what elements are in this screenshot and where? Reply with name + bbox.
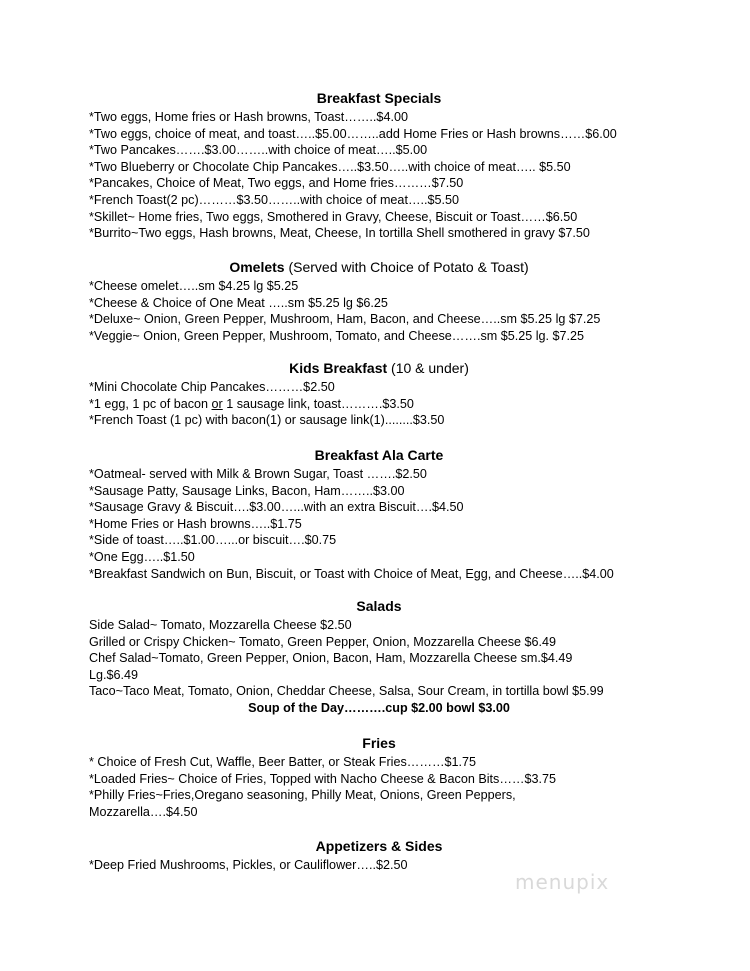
menu-item: Chef Salad~Tomato, Green Pepper, Onion, Bacon, Ham, Mozzarella Cheese sm.$4.49 — [89, 651, 573, 666]
menu-item: *Oatmeal- served with Milk & Brown Sugar, Toast …….$2.50 — [89, 467, 427, 481]
section-fries — [89, 734, 669, 820]
section-breakfast-specials — [89, 89, 669, 242]
menu-item: *Mini Chocolate Chip Pancakes………$2.50 — [89, 380, 335, 394]
heading-breakfast-specials: Breakfast Specials — [316, 90, 442, 106]
menu-item: * Choice of Fresh Cut, Waffle, Beer Batter, or Steak Fries………$1.75 — [89, 755, 477, 769]
section-ala-carte — [89, 446, 669, 582]
menu-item: *Deep Fried Mushrooms, Pickles, or Cauliflower…..$2.50 — [89, 858, 408, 872]
menu-item: *Pancakes, Choice of Meat, Two eggs, and Home fries………$7.50 — [89, 176, 464, 191]
menu-item: *Two Pancakes…….$3.00……..with choice of meat…..$5.00 — [89, 143, 428, 158]
menu-item: *Breakfast Sandwich on Bun, Biscuit, or Toast with Choice of Meat, Egg, and Cheese…..$4.00 — [89, 566, 614, 581]
menu-item: *Skillet~ Home fries, Two eggs, Smothered in Gravy, Cheese, Biscuit or Toast……$6.50 — [89, 209, 578, 224]
menu-item — [89, 396, 669, 413]
heading-salads: Salads — [356, 598, 402, 614]
menu-item: *Two eggs, choice of meat, and toast…..$5.00……..add Home Fries or Hash browns……$6.00 — [89, 126, 617, 141]
menu-item: *Philly Fries~Fries,Oregano seasoning, Philly Meat, Onions, Green Peppers, — [89, 788, 516, 803]
menu-item: *French Toast (1 pc) with bacon(1) or sausage link(1)........$3.50 — [89, 413, 445, 428]
menu-item-part: *1 egg, 1 pc of bacon — [89, 396, 212, 411]
heading-ala-carte: Breakfast Ala Carte — [314, 447, 444, 463]
section-kids-breakfast — [89, 359, 669, 429]
menu-item: *Cheese & Choice of One Meat …..sm $5.25 lg $6.25 — [89, 295, 388, 310]
menu-item: *Cheese omelet…..sm $4.25 lg $5.25 — [89, 279, 299, 293]
menu-item: Lg.$6.49 — [89, 667, 139, 682]
menu-item: *One Egg…..$1.50 — [89, 549, 195, 564]
heading-kids-note: (10 & under) — [387, 360, 469, 376]
menu-item: *Sausage Gravy & Biscuit….$3.00…...with an extra Biscuit….$4.50 — [89, 500, 464, 515]
heading-kids-title: Kids Breakfast — [289, 360, 388, 376]
heading-omelets-title: Omelets — [229, 259, 285, 275]
heading-omelets — [89, 258, 669, 276]
menu-item: *Home Fries or Hash browns…..$1.75 — [89, 516, 302, 531]
section-appetizers — [89, 837, 669, 874]
menu-item: *Veggie~ Onion, Green Pepper, Mushroom, Tomato, and Cheese…….sm $5.25 lg. $7.25 — [89, 328, 585, 343]
menu-item: Grilled or Crispy Chicken~ Tomato, Green Pepper, Onion, Mozzarella Cheese $6.49 — [89, 634, 557, 649]
menu-item: *Two Blueberry or Chocolate Chip Pancakes…..$3.50…..with choice of meat….. $5.50 — [89, 159, 571, 174]
menu-item: *Loaded Fries~ Choice of Fries, Topped with Nacho Cheese & Bacon Bits……$3.75 — [89, 771, 557, 786]
menu-item: Taco~Taco Meat, Tomato, Onion, Cheddar Cheese, Salsa, Sour Cream, in tortilla bowl $5.99 — [89, 684, 604, 699]
section-omelets — [89, 258, 669, 344]
section-salads — [89, 597, 669, 717]
menu-item: Side Salad~ Tomato, Mozzarella Cheese $2.50 — [89, 618, 352, 632]
heading-kids-breakfast — [89, 359, 669, 377]
menu-item: *French Toast(2 pc)………$3.50……..with choice of meat…..$5.50 — [89, 192, 460, 207]
heading-omelets-note: (Served with Choice of Potato & Toast) — [284, 259, 529, 275]
menu-item: *Side of toast…..$1.00…...or biscuit….$0.75 — [89, 533, 337, 548]
heading-fries: Fries — [362, 735, 396, 751]
menu-item-part: 1 sausage link, toast……….$3.50 — [222, 396, 414, 411]
menu-item: Mozzarella….$4.50 — [89, 804, 198, 819]
menu-item-or: or — [211, 396, 223, 411]
soup-of-the-day: Soup of the Day……….cup $2.00 bowl $3.00 — [248, 700, 510, 715]
menu-item: *Burrito~Two eggs, Hash browns, Meat, Cheese, In tortilla Shell smothered in gravy $7.50 — [89, 226, 590, 241]
menu-item: *Sausage Patty, Sausage Links, Bacon, Ham……..$3.00 — [89, 483, 405, 498]
menupix-watermark: menupix — [515, 870, 610, 894]
menu-item: *Two eggs, Home fries or Hash browns, Toast……..$4.00 — [89, 110, 408, 124]
menu-item: *Deluxe~ Onion, Green Pepper, Mushroom, Ham, Bacon, and Cheese…..sm $5.25 lg $7.25 — [89, 312, 601, 327]
heading-appetizers: Appetizers & Sides — [315, 838, 443, 854]
